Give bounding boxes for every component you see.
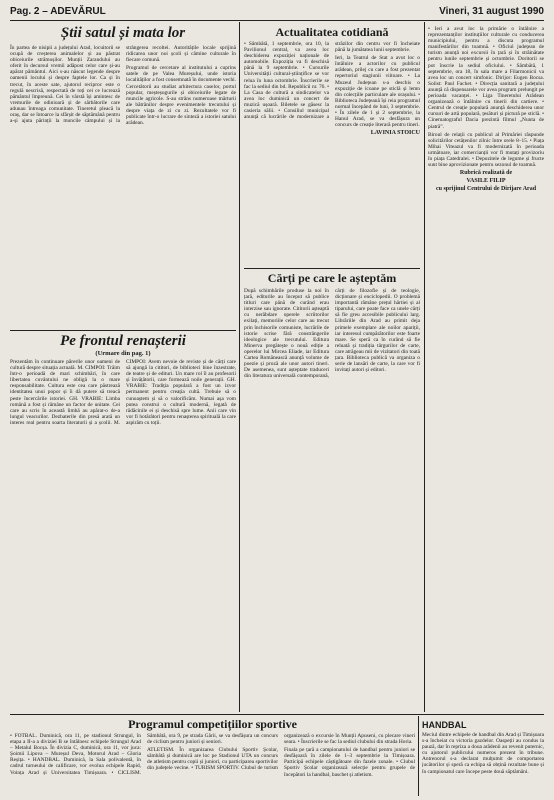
article-paragraph: Finala pe țară a campionatului de handbal pentru juniori se desfășoară în zilele de 1–3 septembrie la Timișoara. Participă echipele câștigătoare din fazele zonale. • Clubul Sportiv Școlar organizează selecție pentru grupele de începători la handbal, baschet și atletism. [284,747,415,778]
article-paragraph: • FOTBAL. Duminică, ora 11, pe stadionul Strungul, în etapa a II-a a diviziei B se întâlnesc echipele Strungul Arad – Metalul Bocșa. În divizia C, duminică, ora 11, vor juca: Șoimii Lipova – Mureșul Deva, Motorul Arad – Gloria Reșița. • HANDBAL. Duminică, la Sala polivalentă, în cadrul turneului de calificare, vor evolua echipele Rapid, Voința Arad și Universitatea Timișoara. • CICLISM. Sâmbătă, ora 9, pe strada Gării, se va desfășura un concurs de ciclism pentru juniori și seniori. [10,733,278,776]
article-body [10,359,236,427]
section-label: HANDBAL [422,720,467,730]
news-brief: • Ieri a avut loc la primărie o întâlnire a reprezentanților instituțiilor culturale cu conducerea municipiului, pentru a discuta programul manifestărilor din toamnă. • Oficiul județean de turism anunță noi excursii în țară și în străinătate pentru lunile septembrie și octombrie. Doritorii se pot înscrie la sediul oficiului. • Sâmbătă, 1 septembrie, ora 18, în sala mare a Filarmonicii va avea loc un concert simfonic. Dirijor: Eugen Bocsa. Solist: Paul Fachet. • Direcția sanitară a județului anunță că dispensarele vor avea program prelungit pe perioada vacanței. • Liga Tineretului Arădean organizează o întâlnire cu tinerii din cartiere. • Centrul de creație populară anunță deschiderea unor cursuri de artă populară, țesături și pictură pe sticlă. • Cinematograful Dacia prezintă filmul „Nunta de piatră”. [428,26,544,130]
article-programul [10,718,415,796]
article-handbal [422,718,544,796]
divider [10,714,544,715]
divider [244,268,420,269]
divider [10,330,236,331]
article-body [244,288,420,379]
column-credit-name: VASILE FILIP [466,178,506,185]
news-brief: Biroul de relații cu publicul al Primăriei răspunde solicitărilor cetățenilor zilnic între orele 8–15. • Piața Mihai Viteazul va fi modernizată în perioada următoare, iar comercianții vor fi mutați provizoriu în piața Catedralei. • Depozitele de legume și fructe sunt bine aprovizionate pentru sezonul de toamnă. [428,131,544,169]
column-credit-label: Rubrică realizată de [459,170,513,177]
page-number-title: Pag. 2 – ADEVĂRUL [10,6,106,17]
article-signature: LAVINIA STOICU [370,130,420,137]
article-body [10,45,236,126]
article-paragraph: Programul de cercetare al institutului a cuprins satele de pe Valea Mureșului, unde istoria localităților a fost consemnată în documente vechi. Cercetătorii au studiat arhitectura caselor, portul popular, meșteșugurile și obiceiurile legate de muncile agricole. S-au strâns numeroase mărturii ale bătrânilor despre evenimentele trecutului și despre viața de zi cu zi. Rezultatele vor fi publicate într-o lucrare de sinteză a istoriei satului arădean. [126,65,236,127]
page-header [10,6,544,21]
article-actualitatea [244,26,420,266]
article-paragraph: Ieri, la Teatrul de Stat a avut loc o întâlnire a actorilor cu publicul arădean, prilej cu care a fost prezentat repertoriul stagiunii viitoare. • La Muzeul Județean s-a deschis o expoziție de icoane pe sticlă și lemn din colecțiile particulare ale orașului. • Biblioteca Județeană își reia programul normal începând de luni, 3 septembrie. • În zilele de 1 și 2 septembrie, la Hanul Arad, se va desfășura un concurs de creație literară pentru tineri. [335,55,420,129]
article-carti [244,272,420,712]
article-paragraph: După schimbările produse la noi în țară, editurile au început să publice titluri care până de curând erau interzise sau ignorate. Cititorii așteaptă cu nerăbdare operele scriitorilor exilați, memoriile celor care au trecut prin închisorile comuniste, lucrările de istorie scrise fără constrângerile ideologice ale trecutului. Editura Minerva pregătește o nouă ediție a operelor lui Mircea Eliade, iar Editura Cartea Românească anunță volume de poezie și proză ale unor autori tineri. De asemenea, sunt așteptate traduceri din literatura universală contemporană, cărți de filozofie și de teologie, dicționare și enciclopedii. O problemă importantă rămâne prețul hârtiei și al tiparului, care poate face ca unele cărți să fie greu accesibile publicului larg. Librăriile din Arad au primit deja primele exemplare ale noilor apariții, iar interesul cumpărătorilor este foarte mare. Se speră ca în curând să fie reluată și tradiția târgurilor de carte, care atrăgeau mii de vizitatori din toată țara. Biblioteca publică va organiza o serie de lansări de carte, la care vor fi invitați autori și editori. [244,288,420,380]
article-paragraph: Prezentăm în continuare părerile unor oameni de cultură despre situația actuală. M. CIMPOI: Trăim într-o perioadă de mari schimbări, în care libertatea cuvântului ne obligă la o mare responsabilitate. Cultura este cea care păstrează identitatea unui popor și îi dă putere să treacă peste încercările istoriei. GH. VRABIE: Limba română a fost și rămâne un factor de unitate. Cei care au scris în această limbă au apărat-o de-a lungul veacurilor. Dezbaterile din presă arată un interes real pentru soarta literaturii și a școlii. M. CIMPOI: Avem nevoie de reviste și de cărți care să ajungă la cititori, de biblioteci bine înzestrate, de teatre și de edituri. Un mare rol îl au profesorii și învățătorii, care formează noile generații. GH. VRABIE: Tradiția populară a fost un izvor permanent pentru creația cultă. Trebuie să o cunoaștem și să o valorificăm. Numai așa vom putea construi o cultură modernă, legată de rădăcinile ei și deschisă spre lume. Anii care vin vor fi hotărâtori pentru renașterea spirituală la care aspirăm cu toții. [10,359,236,426]
article-paragraph: În partea de nisipii a județului Arad, locuitorii se ocupă de creșterea animalelor și au păstrat obiceiurile strămoșilor. Munții Zarandului au oferit în decursul vremii adăpost celor care și-au apărat pământul. Aici s-au născut legende despre oamenii locului și despre faptele lor. Ca și în trecut, în aceste sate, ajutorul reciproc este o regulă nescrisă, respectată de toți cei ce lucrează pământul împreună. Cei în vârstă își amintesc de vremurile de odinioară și de sărbătorile care adunau întreaga comunitate. Tineretul pleacă la oraș, dar se întoarce la sfârșit de săptămână pentru a-și ajuta părinții la muncile câmpului și la strângerea recoltei. Autoritățile locale sprijină ridicarea unor noi școli și cămine culturale în fiecare comună. [10,45,236,125]
article-paragraph: ATLETISM. În organizarea Clubului Sportiv Școlar, sâmbătă și duminică are loc pe Stadionul UTA un concurs de atletism pentru copii și juniori, cu participarea sportivilor din județele vecine. • TURISM SPORTIV. Clubul de turism organizează o excursie în Munții Apuseni, cu plecare vineri seara. • Înscrierile se fac la sediul clubului din strada Horia. [147,733,415,772]
article-title: Programul competițiilor sportive [128,718,297,731]
article-paragraph: Meciul dintre echipele de handbal din Arad și Timișoara s-a încheiat cu victoria gazdelor. Oaspeții au condus la pauză, dar în repriza a doua arădenii au revenit puternic, cu ajutorul publicului numeros prezent în tribune. Antrenorul s-a declarat mulțumit de comportarea jucătorilor și speră ca echipa să obțină rezultate bune și în campionatul care începe peste două săptămâni. [422,732,544,775]
article-title: Actualitatea cotidiană [275,26,389,39]
column-divider [239,22,240,712]
article-paragraph: • Sâmbătă, 1 septembrie, ora 10, la Pavilionul central, va avea loc deschiderea expoziției naționale de automobile. Expoziția va fi deschisă până la 9 septembrie. • Cursurile Universității cultural-științifice se vor relua în luna octombrie. Înscrierile se fac la sediul din bd. Republicii nr. 76. • La Casa de cultură a sindicatelor va avea loc duminică un concert de muzică ușoară. Biletele se găsesc la casieria sălii. • Consiliul municipal anunță că lucrările de modernizare a străzilor din centru vor fi încheiate până la jumătatea lunii septembrie. [244,41,420,121]
article-body [10,733,415,778]
article-stiinta [10,26,236,326]
column-credit-note: cu sprijinul Centrului de Dirijare Arad [435,186,537,193]
article-title: Știi satul și mata lor [60,26,186,41]
right-column [428,26,544,536]
article-subtitle: (Urmare din pag. 1) [95,350,151,357]
article-frontul [10,334,236,712]
column-divider [424,22,425,712]
article-title: Pe frontul renașterii [60,334,186,349]
article-title: Cărți pe care le așteptăm [267,272,397,285]
article-body [244,41,420,128]
page-date: Vineri, 31 august 1990 [439,6,544,17]
column-divider [418,716,419,796]
